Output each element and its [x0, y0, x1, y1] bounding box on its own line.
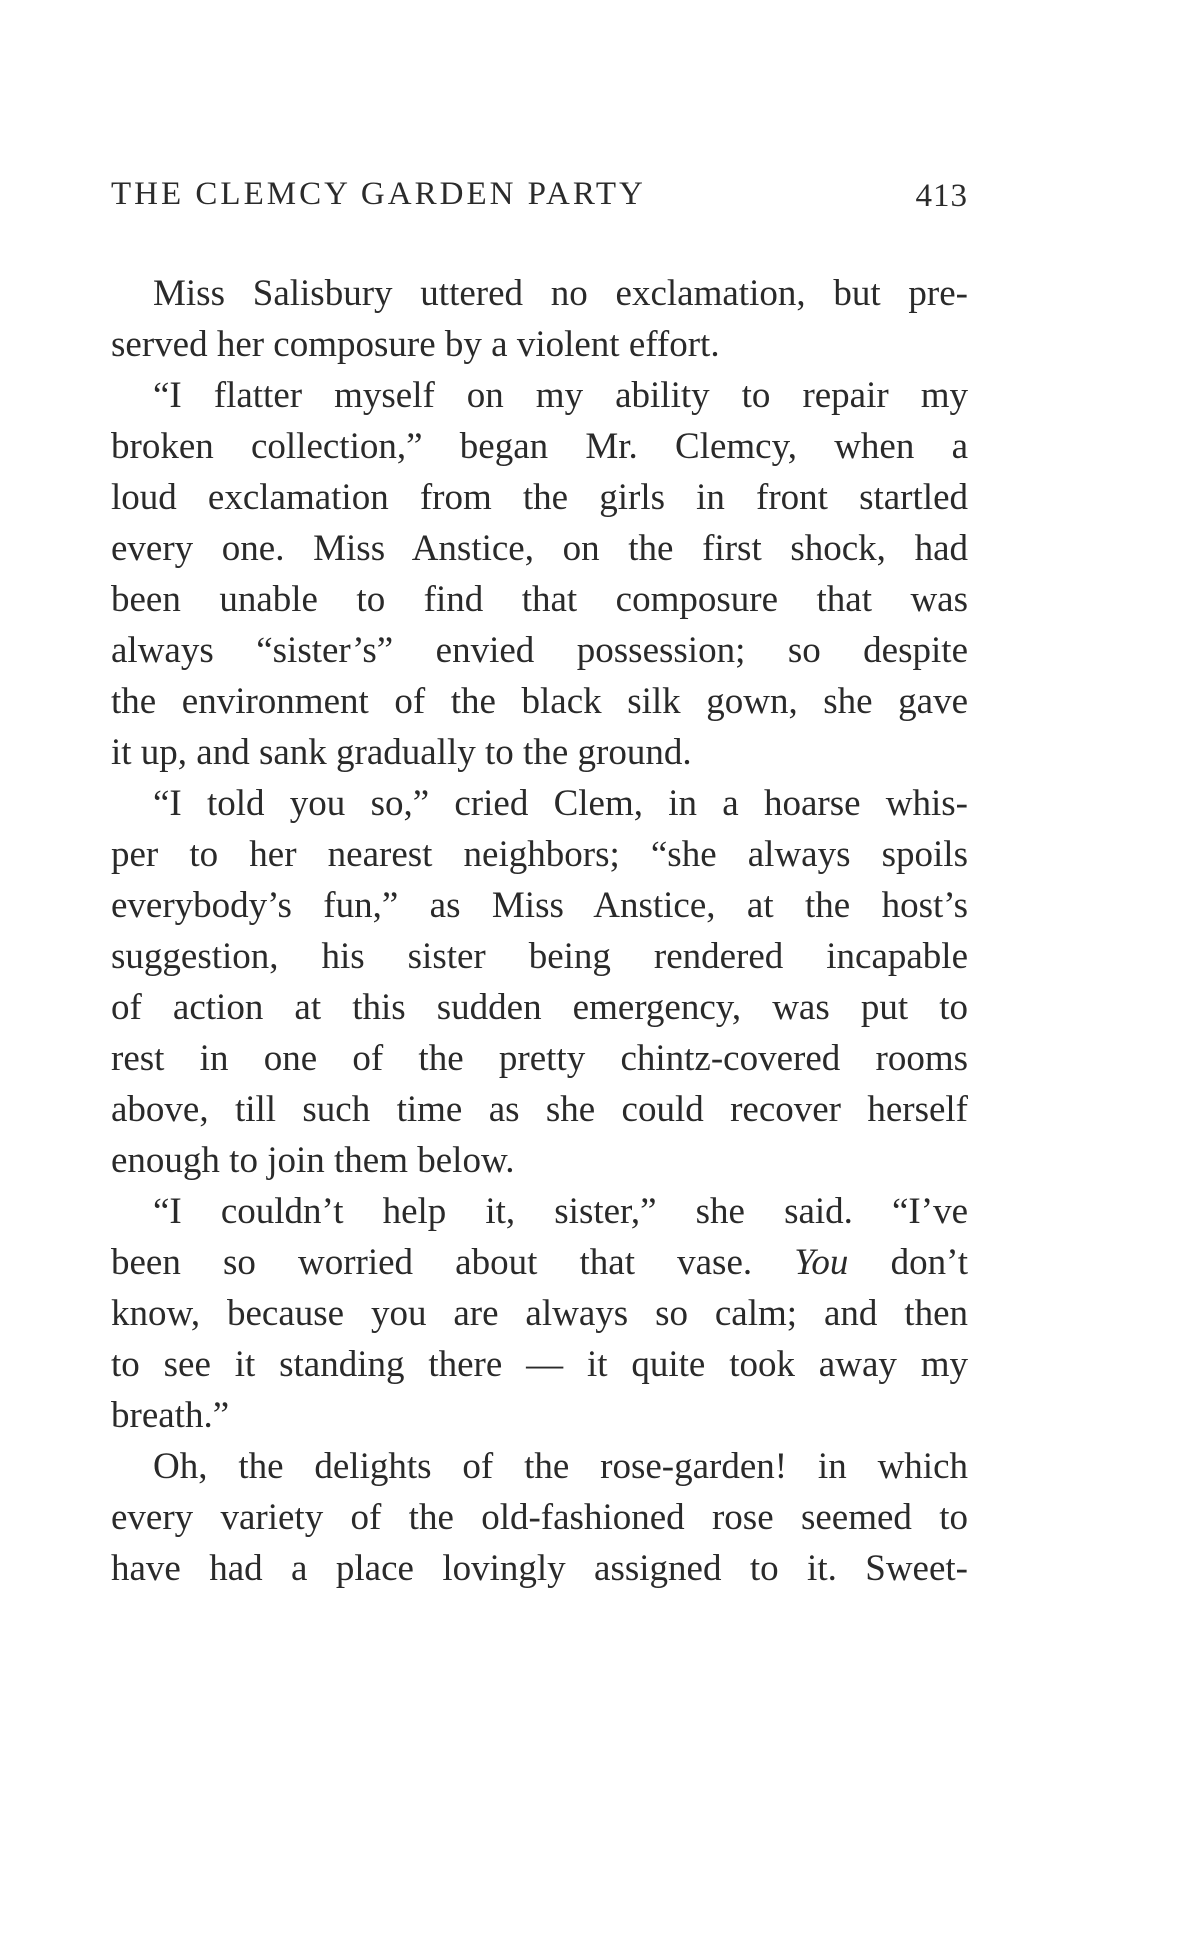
running-title: THE CLEMCY GARDEN PARTY — [111, 176, 646, 212]
text-line: broken collection,” began Mr. Clemcy, when a — [111, 426, 968, 467]
text-line: been unable to find that composure that was — [111, 579, 968, 620]
text-line: per to her nearest neighbors; “she always spoils — [111, 834, 968, 875]
text-line: enough to join them below. — [111, 1140, 515, 1181]
running-head — [111, 176, 968, 226]
text-segment: don’t — [848, 1242, 968, 1283]
text-line: “I told you so,” cried Clem, in a hoarse whis- — [153, 783, 968, 824]
text-line: to see it standing there — it quite took away my — [111, 1344, 968, 1385]
text-line: breath.” — [111, 1395, 230, 1436]
body-text — [111, 268, 968, 1594]
text-line: rest in one of the pretty chintz-covered rooms — [111, 1038, 968, 1079]
text-line: know, because you are always so calm; and then — [111, 1293, 968, 1334]
text-line: Oh, the delights of the rose-garden! in which — [153, 1446, 968, 1487]
text-line: everybody’s fun,” as Miss Anstice, at the host’s — [111, 885, 968, 926]
text-line: above, till such time as she could recover herself — [111, 1089, 968, 1130]
text-line: it up, and sank gradually to the ground. — [111, 732, 692, 773]
text-segment: been so worried about that vase. — [111, 1242, 795, 1283]
italic-emphasis: You — [794, 1242, 849, 1283]
text-line: “I flatter myself on my ability to repair my — [153, 375, 968, 416]
text-line: “I couldn’t help it, sister,” she said. “I’ve — [153, 1191, 968, 1232]
text-line: have had a place lovingly assigned to it. Sweet- — [111, 1548, 968, 1589]
text-line — [111, 1237, 968, 1288]
text-line: the environment of the black silk gown, she gave — [111, 681, 968, 722]
text-line: every variety of the old-fashioned rose seemed to — [111, 1497, 968, 1538]
text-line: always “sister’s” envied possession; so despite — [111, 630, 968, 671]
page-number: 413 — [915, 178, 968, 214]
text-line: of action at this sudden emergency, was put to — [111, 987, 968, 1028]
text-line: suggestion, his sister being rendered incapable — [111, 936, 968, 977]
text-line: every one. Miss Anstice, on the first shock, had — [111, 528, 968, 569]
text-line: served her composure by a violent effort. — [111, 324, 720, 365]
text-line: loud exclamation from the girls in front startled — [111, 477, 968, 518]
text-line: Miss Salisbury uttered no exclamation, but pre- — [153, 273, 968, 314]
